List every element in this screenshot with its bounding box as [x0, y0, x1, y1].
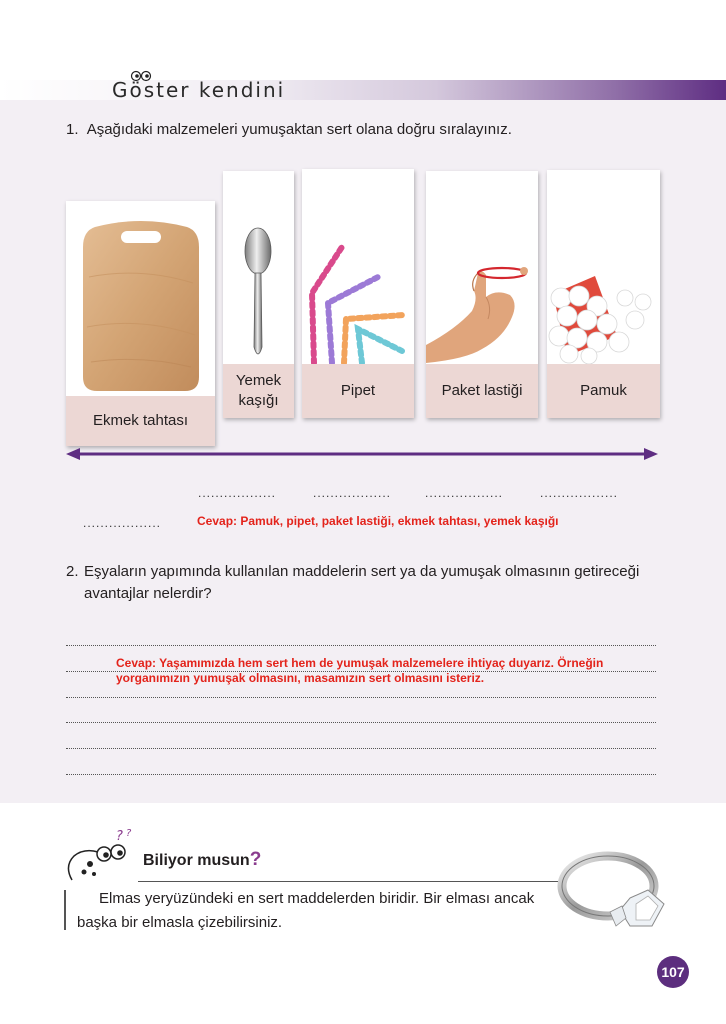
cotton-icon	[547, 276, 660, 364]
item-card-cotton	[547, 170, 660, 418]
item-label: Paket lastiği	[426, 364, 538, 418]
svg-text:?: ?	[126, 828, 132, 839]
question-text: Aşağıdaki malzemeleri yumuşaktan sert olana doğru sıralayınız.	[86, 121, 512, 138]
item-card-spoon	[223, 171, 294, 418]
item-label: Pamuk	[547, 364, 660, 418]
answer-line[interactable]	[66, 722, 656, 723]
question-1	[66, 121, 512, 138]
answer-line[interactable]	[66, 748, 656, 749]
answer-line[interactable]	[66, 697, 656, 698]
straws-icon	[306, 241, 410, 365]
svg-text:?: ?	[116, 829, 123, 844]
rubber-band-icon	[426, 259, 538, 365]
divider	[138, 881, 558, 882]
did-you-know-text: Elmas yeryüzündeki en sert maddelerden biridir. Bir elması ancak başka bir elmasla çizebilirsiniz.	[77, 890, 535, 931]
cutting-board-icon	[81, 217, 201, 393]
answer-blank[interactable]: ..................	[198, 486, 277, 500]
item-card-straws	[302, 169, 414, 418]
item-label: Ekmek tahtası	[66, 396, 215, 446]
page-number: 107	[657, 956, 689, 988]
question-number: 1.	[66, 121, 79, 138]
question-mark: ?	[249, 849, 262, 870]
answer-text-1: Cevap: Pamuk, pipet, paket lastiği, ekmek tahtası, yemek kaşığı	[197, 514, 559, 528]
answer-line[interactable]	[66, 645, 656, 646]
item-label: Yemek kaşığı	[223, 364, 294, 418]
question-text: Eşyaların yapımında kullanılan maddelerin sert ya da yumuşak olmasının getireceği avantajlar nelerdir?	[84, 563, 640, 602]
diamond-ring-icon	[552, 846, 668, 942]
question-number: 2.	[66, 563, 79, 580]
answer-blank[interactable]: ..................	[313, 486, 392, 500]
curious-eyes-icon	[64, 826, 134, 886]
header-bar	[0, 80, 726, 100]
did-you-know-label: Biliyor musun	[143, 852, 250, 869]
did-you-know-title	[143, 849, 261, 871]
item-card-cutting-board	[66, 201, 215, 446]
section-title: Göster kendini	[112, 78, 286, 102]
answer-text-2: Cevap: Yaşamımızda hem sert hem de yumuşak malzemelere ihtiyaç duyarız. Örneğin yorganımızın yumuşak olmasını, masamızın sert olmasını isteriz.	[116, 656, 604, 685]
item-label: Pipet	[302, 364, 414, 418]
answer-blank[interactable]: ..................	[83, 516, 162, 530]
answer-blank[interactable]: ..................	[540, 486, 619, 500]
ordering-arrow	[66, 445, 658, 463]
item-card-rubber-band	[426, 171, 538, 418]
answer-line[interactable]	[66, 774, 656, 775]
answer-blank[interactable]: ..................	[425, 486, 504, 500]
spoon-icon	[241, 227, 275, 363]
divider	[64, 890, 66, 930]
